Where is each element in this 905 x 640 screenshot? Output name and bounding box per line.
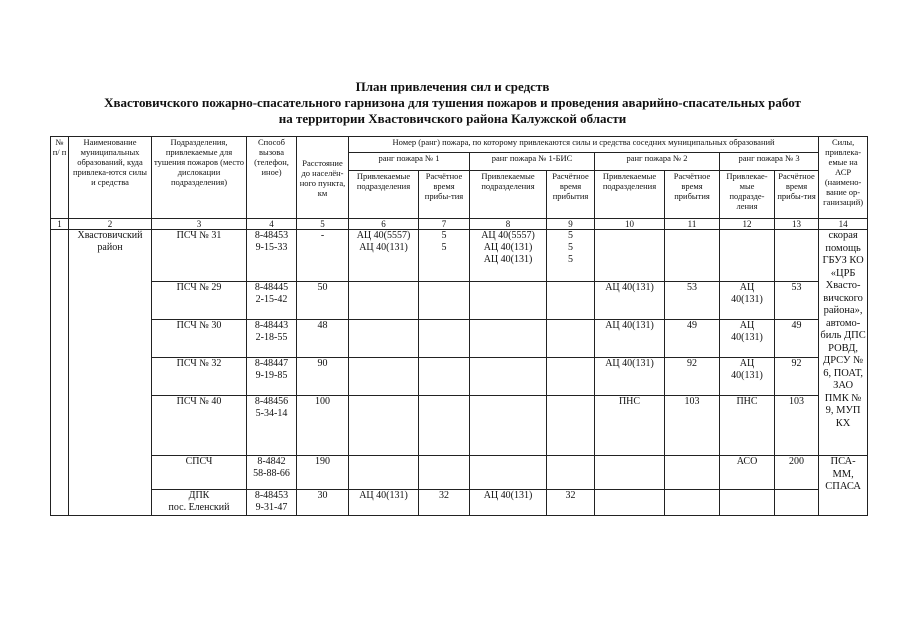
rank2-eta: 53 xyxy=(665,282,720,320)
rank1-unit xyxy=(349,396,419,456)
rank2-eta xyxy=(665,230,720,282)
rank3-unit: ПНС xyxy=(720,396,775,456)
rank3-unit xyxy=(720,490,775,516)
column-number: 9 xyxy=(547,219,595,230)
header-r1-eta: Расчётное время прибы-тия xyxy=(419,171,470,219)
distance-km: 190 xyxy=(297,456,349,490)
rank1-eta xyxy=(419,358,470,396)
call-phone: 8-48453 9-15-33 xyxy=(247,230,297,282)
title-line-2: Хвастовичского пожарно-спасательного гарнизона для тушения пожаров и проведения аварийно-спасательных работ xyxy=(104,95,801,110)
header-r1-involved: Привлекаемые подразделения xyxy=(349,171,419,219)
rank3-eta xyxy=(775,490,819,516)
row-number-cell xyxy=(51,230,69,516)
rank1bis-unit xyxy=(470,320,547,358)
rank2-eta: 103 xyxy=(665,396,720,456)
rank3-unit: АЦ 40(131) xyxy=(720,282,775,320)
header-rank-3: ранг пожара № 3 xyxy=(720,153,819,171)
column-number: 2 xyxy=(69,219,152,230)
rank3-unit: АЦ 40(131) xyxy=(720,358,775,396)
rank3-eta: 53 xyxy=(775,282,819,320)
column-number: 12 xyxy=(720,219,775,230)
header-rank-2: ранг пожара № 2 xyxy=(595,153,720,171)
unit-name: ДПК пос. Еленский xyxy=(152,490,247,516)
rank1-unit xyxy=(349,456,419,490)
header-units: Подразделения, привлекаемые для тушения пожаров (место дислокации подразделения) xyxy=(152,137,247,219)
document-title xyxy=(40,79,865,127)
rank2-unit xyxy=(595,230,665,282)
table-row xyxy=(51,282,868,320)
distance-km: 30 xyxy=(297,490,349,516)
header-r3-involved: Привлекае-мые подразде-ления xyxy=(720,171,775,219)
rank2-unit xyxy=(595,490,665,516)
rank2-unit xyxy=(595,456,665,490)
header-r2-involved: Привлекаемые подразделения xyxy=(595,171,665,219)
table-row xyxy=(51,490,868,516)
unit-name: ПСЧ № 30 xyxy=(152,320,247,358)
rank1-unit xyxy=(349,320,419,358)
asr-organizations: скорая помощь ГБУЗ КО «ЦРБ Хвасто-вичского района», автомо-биль ДПС РОВД, ДРСУ № 6, ПОАТ, ЗАО ПМК № 9, МУП КХ xyxy=(819,230,868,456)
header-r3-eta: Расчётное время прибы-тия xyxy=(775,171,819,219)
rank1bis-unit xyxy=(470,282,547,320)
rank3-eta xyxy=(775,230,819,282)
call-phone: 8-4842 58-88-66 xyxy=(247,456,297,490)
rank1bis-eta xyxy=(547,456,595,490)
header-distance: Расстояние до населён-ного пункта, км xyxy=(297,137,349,219)
asr-organizations-2: ПСА-ММ, СПАСА xyxy=(819,456,868,516)
rank1bis-eta xyxy=(547,282,595,320)
rank1bis-eta xyxy=(547,396,595,456)
rank1-unit: АЦ 40(131) xyxy=(349,490,419,516)
column-number: 5 xyxy=(297,219,349,230)
title-line-3: на территории Хвастовичского района Калужской области xyxy=(278,111,627,126)
rank1-unit: АЦ 40(5557) АЦ 40(131) xyxy=(349,230,419,282)
unit-name: ПСЧ № 31 xyxy=(152,230,247,282)
header-rank-1: ранг пожара № 1 xyxy=(349,153,470,171)
rank1-eta xyxy=(419,320,470,358)
column-number: 4 xyxy=(247,219,297,230)
rank3-eta: 92 xyxy=(775,358,819,396)
column-number: 3 xyxy=(152,219,247,230)
rank1bis-unit: АЦ 40(5557) АЦ 40(131) АЦ 40(131) xyxy=(470,230,547,282)
rank1bis-eta xyxy=(547,320,595,358)
rank1bis-eta: 32 xyxy=(547,490,595,516)
call-phone: 8-48445 2-15-42 xyxy=(247,282,297,320)
distance-km: 90 xyxy=(297,358,349,396)
rank1-eta: 5 5 xyxy=(419,230,470,282)
column-number: 7 xyxy=(419,219,470,230)
rank1bis-unit xyxy=(470,396,547,456)
header-r2-eta: Расчётное время прибытия xyxy=(665,171,720,219)
distance-km: 100 xyxy=(297,396,349,456)
column-number: 1 xyxy=(51,219,69,230)
distance-km: - xyxy=(297,230,349,282)
rank2-eta xyxy=(665,456,720,490)
rank3-unit: АЦ 40(131) xyxy=(720,320,775,358)
rank2-unit: ПНС xyxy=(595,396,665,456)
rank3-unit xyxy=(720,230,775,282)
distance-km: 48 xyxy=(297,320,349,358)
header-municipal: Наименование муниципальных образований, куда привлека-ются силы и средства xyxy=(69,137,152,219)
column-number: 6 xyxy=(349,219,419,230)
rank1bis-unit xyxy=(470,456,547,490)
table-row xyxy=(51,230,868,282)
rank2-unit: АЦ 40(131) xyxy=(595,358,665,396)
rank1bis-eta xyxy=(547,358,595,396)
call-phone: 8-48453 9-31-47 xyxy=(247,490,297,516)
unit-name: ПСЧ № 29 xyxy=(152,282,247,320)
column-number: 10 xyxy=(595,219,665,230)
rank2-eta xyxy=(665,490,720,516)
rank2-eta: 92 xyxy=(665,358,720,396)
table-row xyxy=(51,320,868,358)
unit-name: СПСЧ xyxy=(152,456,247,490)
header-num: № п/ п xyxy=(51,137,69,219)
column-number: 11 xyxy=(665,219,720,230)
region-name: Хвастовичский район xyxy=(69,230,152,516)
rank1-unit xyxy=(349,358,419,396)
rank3-eta: 200 xyxy=(775,456,819,490)
rank1-eta xyxy=(419,282,470,320)
rank2-eta: 49 xyxy=(665,320,720,358)
call-phone: 8-48443 2-18-55 xyxy=(247,320,297,358)
rank2-unit: АЦ 40(131) xyxy=(595,282,665,320)
column-number: 13 xyxy=(775,219,819,230)
call-phone: 8-48447 9-19-85 xyxy=(247,358,297,396)
rank3-eta: 49 xyxy=(775,320,819,358)
call-phone: 8-48456 5-34-14 xyxy=(247,396,297,456)
rank1-unit xyxy=(349,282,419,320)
column-number: 14 xyxy=(819,219,868,230)
header-call-method: Способ вызова (телефон, иное) xyxy=(247,137,297,219)
header-r1b-eta: Расчётное время прибытия xyxy=(547,171,595,219)
header-asr: Силы, привлека-емые на АСР (наимено-вание ор-ганизаций) xyxy=(819,137,868,219)
forces-plan-table xyxy=(50,136,868,516)
rank3-eta: 103 xyxy=(775,396,819,456)
rank1bis-unit xyxy=(470,358,547,396)
rank1bis-unit: АЦ 40(131) xyxy=(470,490,547,516)
unit-name: ПСЧ № 40 xyxy=(152,396,247,456)
header-rank-1bis: ранг пожара № 1-БИС xyxy=(470,153,595,171)
unit-name: ПСЧ № 32 xyxy=(152,358,247,396)
rank3-unit: АСО xyxy=(720,456,775,490)
table-row xyxy=(51,358,868,396)
header-rank-group: Номер (ранг) пожара, по которому привлекаются силы и средства соседних муниципальных образований xyxy=(349,137,819,153)
rank1-eta: 32 xyxy=(419,490,470,516)
title-line-1: План привлечения сил и средств xyxy=(355,79,550,94)
rank2-unit: АЦ 40(131) xyxy=(595,320,665,358)
column-number: 8 xyxy=(470,219,547,230)
rank1-eta xyxy=(419,396,470,456)
rank1bis-eta: 5 5 5 xyxy=(547,230,595,282)
table-row xyxy=(51,456,868,490)
header-r1b-involved: Привлекаемые подразделения xyxy=(470,171,547,219)
distance-km: 50 xyxy=(297,282,349,320)
rank1-eta xyxy=(419,456,470,490)
table-row xyxy=(51,396,868,456)
